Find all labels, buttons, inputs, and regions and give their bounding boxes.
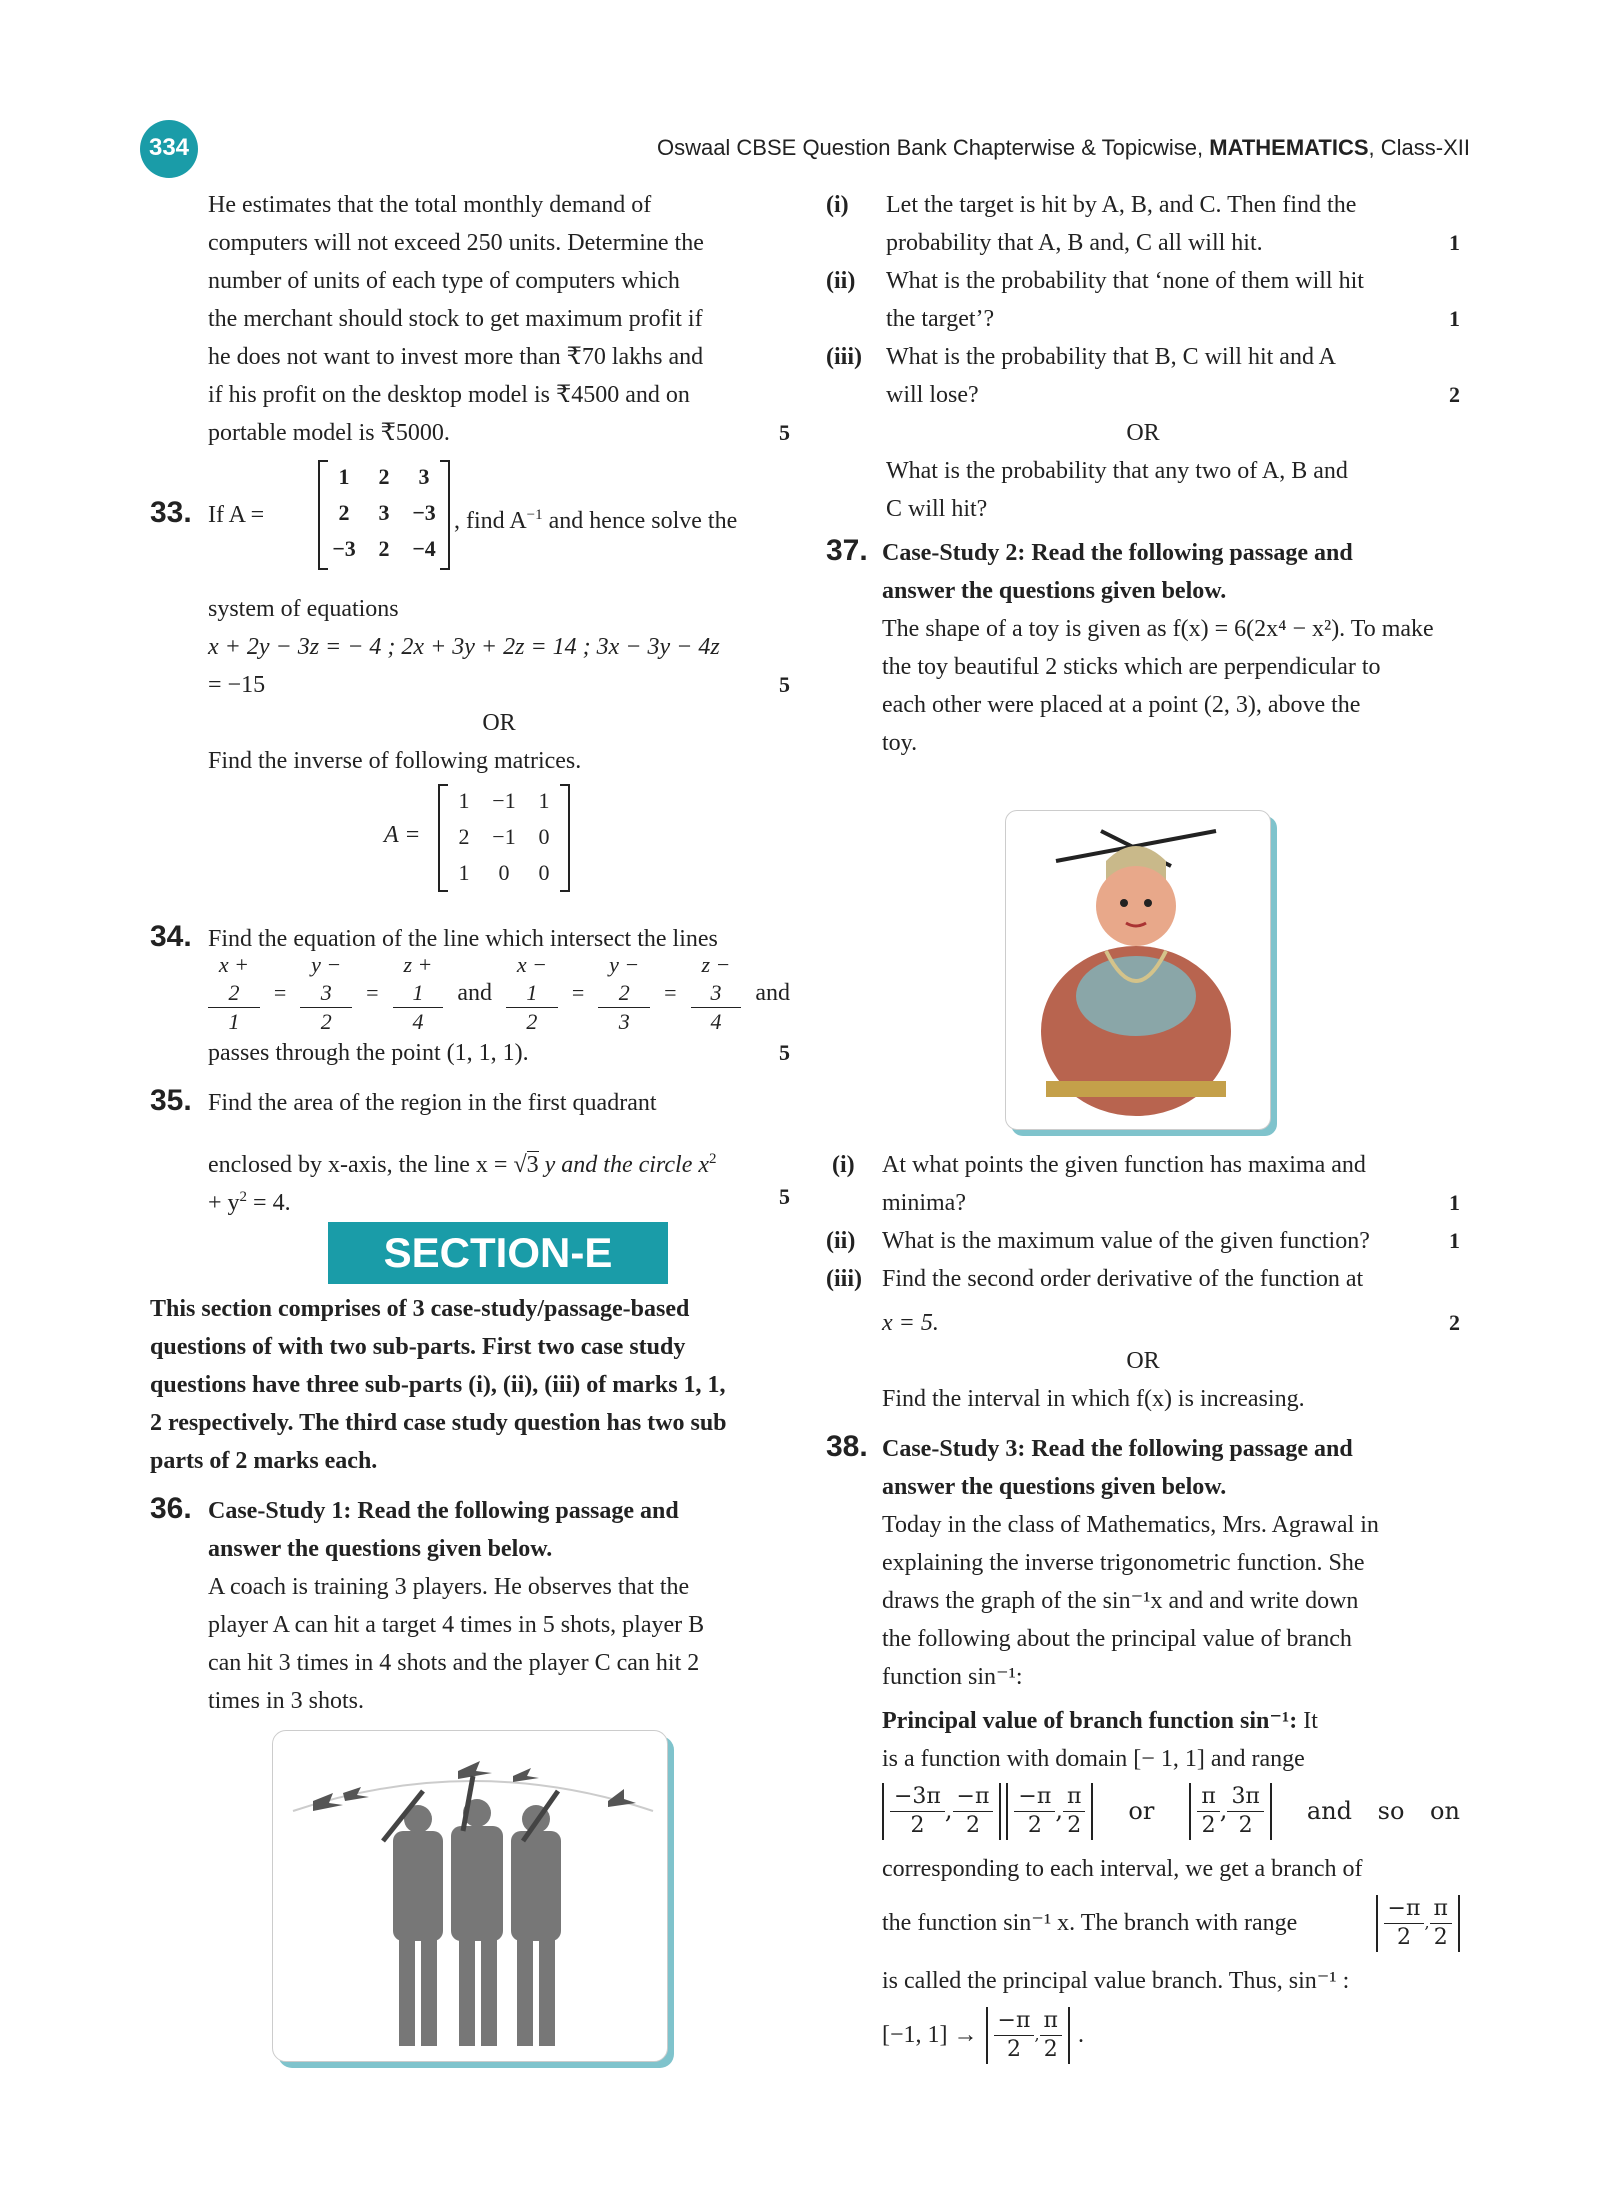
q32-marks: 5 — [779, 420, 790, 445]
fraction: $\frac{x - 1}{2}$ — [506, 951, 558, 1036]
ranges-row: $\frac{-3\pi}{2}$ , $\frac{-\pi}{2}$ $\frac{-\pi}{2}$ , $\frac{\pi}{2}$ or $\frac{\pi}{2}$ , $\frac{3\pi}{2}$ and so on — [882, 1778, 1460, 1844]
section-e-line: questions have three sub-parts (i), (ii), (iii) of marks 1, 1, — [150, 1372, 726, 1398]
q32-line: He estimates that the total monthly demand of — [208, 192, 652, 218]
q36-part: (i) Let the target is hit by A, B, and C. Then find the probability that A, B and, C all will hit. 1 — [826, 186, 1460, 262]
q33-inverse: Find the inverse of following matrices. — [208, 748, 582, 774]
matrix-cell: 0 — [538, 860, 550, 885]
q32-line: the merchant should stock to get maximum profit if — [208, 306, 703, 332]
q36-part: (ii) What is the probability that ‘none of them will hit the target’? 1 — [826, 262, 1460, 338]
question-38: 38. Case-Study 3: Read the following passage and answer the questions given below. Today in the class of Mathematics, Mrs. Agrawal in explaining the inverse trigonometric function. She draws the graph of the sin⁻¹x and and write down the following about the principal value of branch function sin⁻¹: Principal value of branch function sin⁻¹: It is a function with domain [− 1, 1] and range $\frac{-3\pi}{2}$ , $\frac{-\pi}{2}$ $\frac{-\pi}{2}$ , $\frac{\pi}{2}$ or $\frac{\pi}{2}$ , $\frac{3\pi}{2}$ and so on corresponding to each interval, we get a branch of the function sin⁻¹ x. The branch with range $\frac{-\pi}{2}$ , $\frac{\pi}{2}$ is called the principal value branch. Thus, sin⁻¹ : [−1, 1] → $\frac{-\pi}{2}$ , $\frac{\pi}{2}$ . — [826, 1430, 1460, 2062]
matrix-cell: 0 — [538, 824, 550, 849]
matrix-cell: −1 — [492, 788, 516, 813]
section-e-line: parts of 2 marks each. — [150, 1448, 378, 1474]
marks: 2 — [1449, 382, 1460, 407]
q34-marks: 5 — [779, 1040, 790, 1065]
q33-or: OR — [482, 710, 516, 736]
q33-equation: x + 2y − 3z = − 4 ; 2x + 3y + 2z = 14 ; 3x − 3y − 4z — [208, 634, 720, 660]
marks: 1 — [1449, 230, 1460, 255]
q34-number: 34. — [150, 920, 192, 953]
matrix-cell: 1 — [338, 464, 350, 489]
q33-alt-matrix — [438, 784, 570, 892]
section-e-line: This section comprises of 3 case-study/passage-based — [150, 1296, 690, 1322]
matrix-cell: −3 — [412, 500, 436, 525]
page-number-badge — [140, 120, 198, 178]
q36-or: OR — [1126, 420, 1160, 446]
fraction: $\frac{z + 1}{4}$ — [393, 951, 444, 1036]
matrix-cell: 2 — [378, 464, 390, 489]
q33-number: 33. — [150, 496, 192, 529]
q37-part: (ii) What is the maximum value of the given function? 1 — [826, 1222, 1460, 1260]
toy-image-frame — [1005, 810, 1271, 1130]
q37-number: 37. — [826, 534, 868, 567]
interval: $\frac{\pi}{2}$ , $\frac{3\pi}{2}$ — [1189, 1783, 1272, 1840]
q37-or: OR — [1126, 1348, 1160, 1374]
matrix-cell: 1 — [458, 860, 470, 885]
interval: $\frac{-3\pi}{2}$ , $\frac{-\pi}{2}$ — [882, 1783, 1001, 1840]
q32-line: he does not want to invest more than ₹70 lakhs and — [208, 344, 704, 370]
question-35: 35. Find the area of the region in the first quadrant enclosed by x-axis, the line x = √3 y and the circle $x^2$ + $y^2 = 4$. 5 — [150, 1084, 790, 1216]
q34-text: Find the equation of the line which intersect the lines — [208, 926, 718, 952]
q32-continuation — [208, 186, 790, 452]
q33-system: system of equations — [208, 596, 399, 622]
q35-number: 35. — [150, 1084, 192, 1117]
q34-equations: $\frac{x + 2}{1}$ = $\frac{y - 3}{2}$ = $\frac{z + 1}{4}$ and $\frac{x - 1}{2}$ = $\frac{y - 2}{3}$ = $\frac{z - 3}{4}$ and — [208, 958, 790, 1028]
principal-value-heading: Principal value of branch function sin⁻¹: — [882, 1708, 1298, 1734]
q33-marks: 5 — [779, 672, 790, 697]
q33-alt-matrix-block — [208, 780, 790, 898]
q32-line: if his profit on the desktop model is ₹4500 and on — [208, 382, 690, 408]
q33-text: , find $A^{-1}$ and hence solve the — [454, 507, 738, 534]
q35-marks: 5 — [779, 1184, 790, 1209]
q35-line: Find the area of the region in the first quadrant — [208, 1090, 657, 1116]
q37-alt: Find the interval in which f(x) is increasing. — [882, 1386, 1305, 1412]
q37-part: (iii) Find the second order derivative of the function at x = 5. 2 — [826, 1260, 1460, 1342]
q36-number: 36. — [150, 1492, 192, 1525]
q36-body: player A can hit a target 4 times in 5 shots, player B — [208, 1612, 705, 1638]
sqrt-symbol: √3 — [513, 1152, 539, 1178]
marks: 1 — [1449, 1228, 1460, 1253]
marks: 2 — [1449, 1310, 1460, 1335]
matrix-cell: 0 — [498, 860, 510, 885]
matrix-cell: 3 — [378, 500, 390, 525]
matrix-cell: −1 — [492, 824, 516, 849]
question-33 — [150, 452, 790, 582]
section-e-banner: SECTION-E — [328, 1222, 668, 1284]
shooters-illustration — [273, 1731, 667, 2061]
matrix-cell: 2 — [378, 536, 390, 561]
q36-body: A coach is training 3 players. He observes that the — [208, 1574, 690, 1600]
q33-if-a: If A = — [208, 502, 265, 528]
q36-body: can hit 3 times in 4 shots and the player C can hit 2 — [208, 1650, 700, 1676]
shooters-image-frame — [272, 1730, 668, 2062]
q36-heading: answer the questions given below. — [208, 1536, 553, 1562]
question-36 — [150, 1492, 790, 1720]
matrix-cell: 1 — [538, 788, 550, 813]
toy-illustration — [1006, 811, 1270, 1129]
q32-line: computers will not exceed 250 units. Determine the — [208, 230, 704, 256]
running-header: Oswaal CBSE Question Bank Chapterwise & Topicwise, MATHEMATICS, Class-XII — [656, 135, 1470, 160]
interval: $\frac{-\pi}{2}$ , $\frac{\pi}{2}$ — [1376, 1895, 1460, 1952]
q33-body — [208, 590, 790, 898]
q36-body: times in 3 shots. — [208, 1688, 365, 1714]
q36-alt: C will hit? — [886, 496, 988, 522]
left-column — [150, 186, 790, 1720]
q32-line: portable model is ₹5000. — [208, 420, 450, 446]
q37-part: (i) At what points the given function has maxima and minima? 1 — [826, 1146, 1460, 1222]
fraction: $\frac{y - 2}{3}$ — [598, 951, 650, 1036]
right-column — [826, 186, 1460, 762]
matrix-cell: 2 — [338, 500, 350, 525]
section-e-line: 2 respectively. The third case study question has two sub — [150, 1410, 727, 1436]
section-e-line: questions of with two sub-parts. First two case study — [150, 1334, 686, 1360]
section-e-description — [150, 1290, 790, 1480]
matrix-cell: 2 — [458, 824, 470, 849]
q36-heading: Case-Study 1: Read the following passage and — [208, 1498, 679, 1524]
matrix-cell: 3 — [418, 464, 430, 489]
fraction: $\frac{z - 3}{4}$ — [691, 951, 742, 1036]
q35-line: enclosed by x-axis, the line x = — [208, 1152, 508, 1178]
q36-alt: What is the probability that any two of A, B and — [886, 458, 1348, 484]
page-number: 334 — [148, 134, 190, 161]
marks: 1 — [1449, 306, 1460, 331]
question-34 — [150, 920, 790, 1072]
q33-matrix — [318, 460, 450, 570]
right-column-lower — [826, 1146, 1460, 2070]
q33-a-eq: A = — [384, 822, 421, 848]
question-37: 37. Case-Study 2: Read the following passage and answer the questions given below. The shape of a toy is given as f(x) = 6(2x⁴ − x²). To make the toy beautiful 2 sticks which are perpendicular to each other were placed at a point (2, 3), above the toy. — [826, 534, 1434, 756]
matrix-cell: −4 — [412, 536, 436, 561]
fraction: $\frac{y - 3}{2}$ — [300, 951, 352, 1036]
fraction: $\frac{x + 2}{1}$ — [208, 951, 260, 1036]
q36-part: (iii) What is the probability that B, C will hit and A will lose? 2 — [826, 338, 1460, 414]
q32-line: number of units of each type of computers which — [208, 268, 680, 294]
marks: 1 — [1449, 1190, 1460, 1215]
matrix-cell: 1 — [458, 788, 470, 813]
interval: $\frac{-\pi}{2}$ , $\frac{\pi}{2}$ — [986, 2007, 1070, 2064]
q33-equation: = −15 — [208, 672, 266, 698]
interval: $\frac{-\pi}{2}$ , $\frac{\pi}{2}$ — [1006, 1783, 1093, 1840]
matrix-cell: −3 — [332, 536, 356, 561]
q38-number: 38. — [826, 1430, 868, 1463]
q34-passes: passes through the point (1, 1, 1). — [208, 1040, 529, 1066]
